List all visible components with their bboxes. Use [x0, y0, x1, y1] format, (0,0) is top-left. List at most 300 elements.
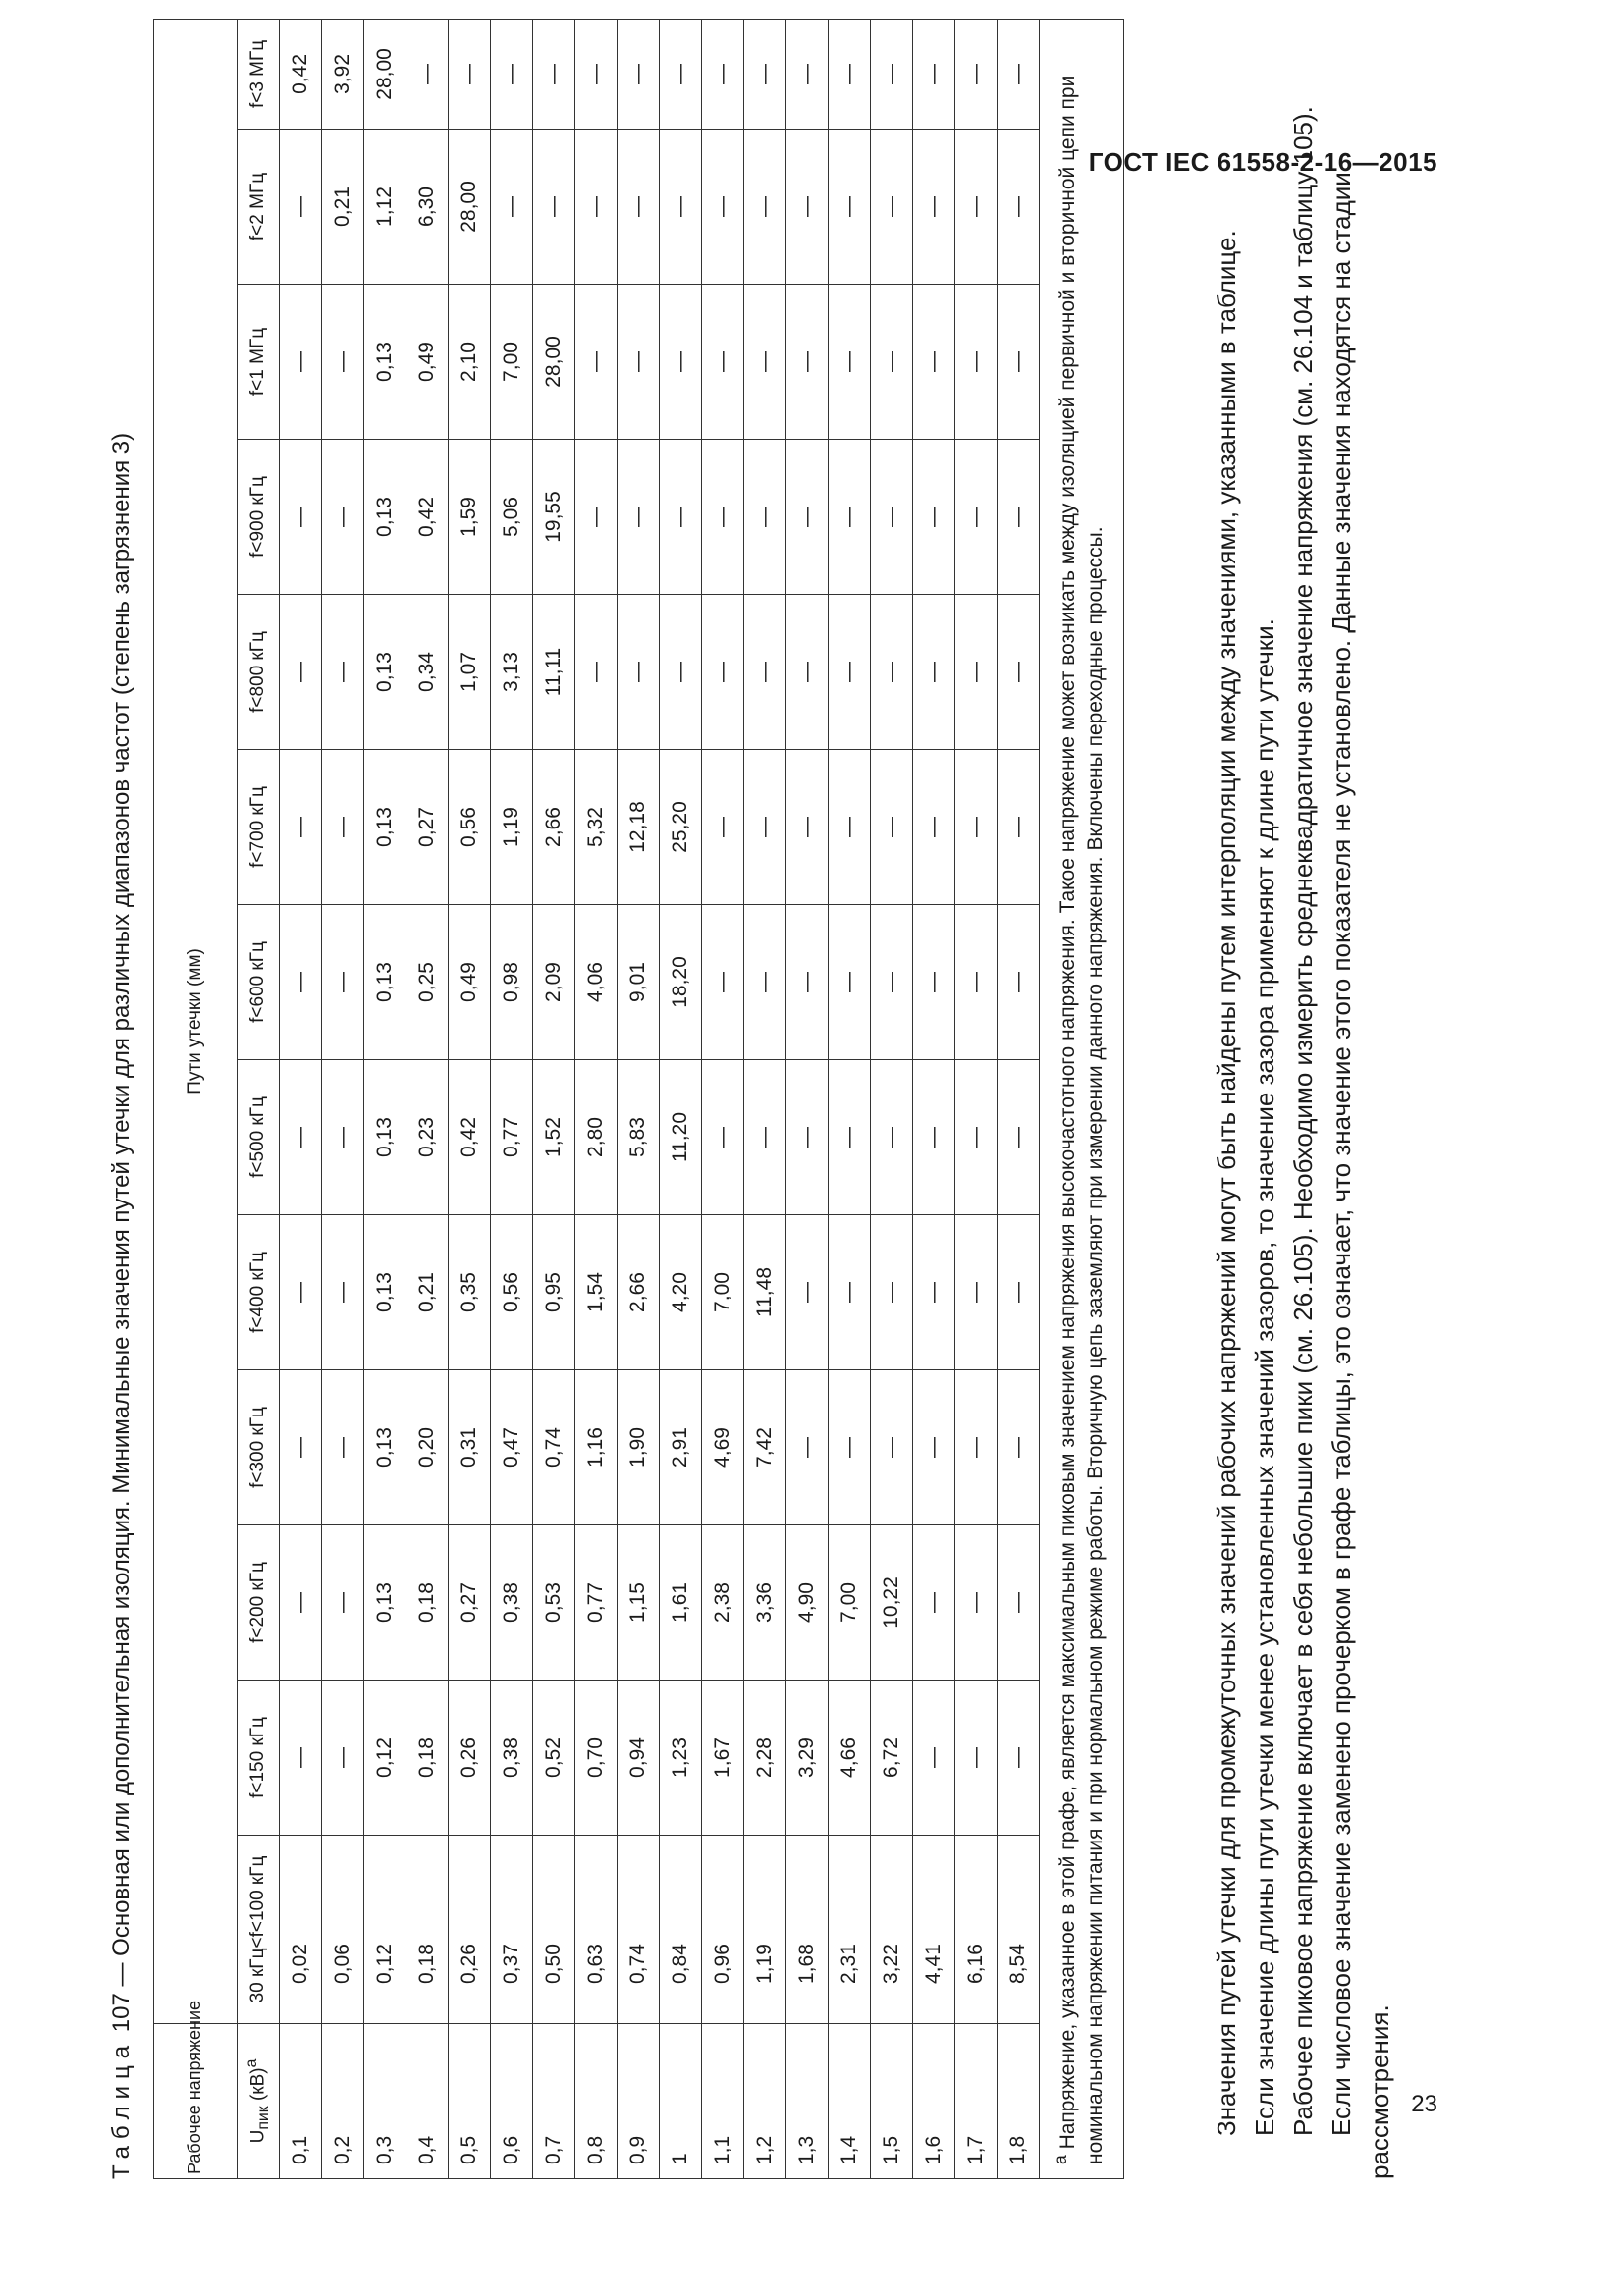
creepage-value-cell: 8,54 — [998, 1836, 1040, 2024]
header-freq: f<3 МГц — [238, 19, 280, 129]
creepage-value-cell: 5,06 — [491, 440, 533, 595]
creepage-value-cell: 0,38 — [491, 1681, 533, 1836]
creepage-value-cell: — — [786, 1060, 829, 1215]
creepage-value-cell: — — [280, 1525, 322, 1681]
creepage-value-cell: 1,67 — [702, 1681, 744, 1836]
creepage-value-cell: 0,13 — [364, 750, 406, 905]
creepage-value-cell: — — [702, 595, 744, 750]
creepage-value-cell: — — [913, 1370, 955, 1525]
header-working-voltage: Рабочее напряжение — [154, 2024, 238, 2179]
creepage-value-cell: 11,11 — [533, 595, 575, 750]
creepage-value-cell: — — [829, 1370, 871, 1525]
creepage-value-cell: — — [322, 1525, 364, 1681]
header-freq: f<200 кГц — [238, 1525, 280, 1681]
creepage-value-cell: 2,31 — [829, 1836, 871, 2024]
creepage-value-cell: — — [871, 905, 913, 1060]
creepage-value-cell: — — [955, 595, 998, 750]
creepage-value-cell: — — [786, 905, 829, 1060]
creepage-value-cell: — — [702, 19, 744, 129]
note-paragraph: Рабочее пиковое напряжение включает в себя небольшие пики (см. 26.105). Необходимо измерить среднеквадратичное значение напряжения (см. 26.104 и таблицу 105). — [1288, 106, 1318, 2136]
creepage-value-cell: 0,34 — [406, 595, 449, 750]
creepage-value-cell: — — [913, 440, 955, 595]
creepage-value-cell: 0,13 — [364, 1525, 406, 1681]
header-freq: f<500 кГц — [238, 1060, 280, 1215]
creepage-value-cell: — — [871, 1370, 913, 1525]
creepage-value-cell: — — [829, 905, 871, 1060]
creepage-value-cell: 3,13 — [491, 595, 533, 750]
creepage-value-cell: — — [913, 905, 955, 1060]
creepage-value-cell: — — [913, 1681, 955, 1836]
creepage-value-cell: — — [280, 440, 322, 595]
table-row — [322, 19, 364, 2178]
creepage-value-cell: 11,20 — [660, 1060, 702, 1215]
creepage-value-cell: — — [744, 19, 786, 129]
creepage-value-cell: — — [998, 130, 1040, 285]
table-header-row-1 — [154, 19, 238, 2178]
creepage-value-cell: 0,63 — [575, 1836, 618, 2024]
creepage-value-cell: 0,23 — [406, 1060, 449, 1215]
creepage-value-cell: — — [786, 285, 829, 440]
creepage-value-cell: 0,42 — [449, 1060, 491, 1215]
creepage-value-cell: — — [744, 440, 786, 595]
creepage-value-cell: 0,42 — [406, 440, 449, 595]
table-row — [913, 19, 955, 2178]
creepage-value-cell: — — [955, 285, 998, 440]
creepage-value-cell: 0,49 — [406, 285, 449, 440]
creepage-value-cell: 2,66 — [618, 1215, 660, 1370]
creepage-value-cell: — — [618, 285, 660, 440]
creepage-value-cell: — — [829, 1215, 871, 1370]
creepage-value-cell: — — [702, 905, 744, 1060]
creepage-value-cell: — — [491, 130, 533, 285]
creepage-value-cell: 0,38 — [491, 1525, 533, 1681]
creepage-value-cell: 0,42 — [280, 19, 322, 129]
creepage-value-cell: — — [618, 595, 660, 750]
creepage-value-cell: 6,30 — [406, 130, 449, 285]
creepage-value-cell: 0,20 — [406, 1370, 449, 1525]
creepage-value-cell: — — [322, 750, 364, 905]
creepage-value-cell: — — [829, 285, 871, 440]
note-paragraph: Если числовое значение заменено прочерком в графе таблицы, это означает, что значение этого показателя не установлено. Данные значения находятся на стадии рассмотрения. — [1326, 172, 1394, 2179]
creepage-value-cell: 0,12 — [364, 1681, 406, 1836]
creepage-value-cell: 0,77 — [575, 1525, 618, 1681]
creepage-value-cell: — — [786, 1370, 829, 1525]
creepage-value-cell: — — [660, 130, 702, 285]
note-paragraph: Если значение длины пути утечки менее установленных значений зазоров, то значение зазора применяют к длине пути утечки. — [1250, 618, 1279, 2136]
creepage-value-cell: — — [491, 19, 533, 129]
note-paragraph: Значения путей утечки для промежуточных значений рабочих напряжений могут быть найдены путем интерполяции между значениями, указанными в таблице. — [1212, 230, 1241, 2136]
working-voltage-cell: 1,2 — [744, 2024, 786, 2179]
working-voltage-cell: 1,4 — [829, 2024, 871, 2179]
creepage-value-cell: 2,66 — [533, 750, 575, 905]
creepage-value-cell: — — [955, 750, 998, 905]
creepage-value-cell: 0,35 — [449, 1215, 491, 1370]
creepage-value-cell: 0,13 — [364, 285, 406, 440]
creepage-value-cell: 0,53 — [533, 1525, 575, 1681]
creepage-value-cell: 0,84 — [660, 1836, 702, 2024]
creepage-value-cell: 0,21 — [322, 130, 364, 285]
creepage-value-cell: 1,16 — [575, 1370, 618, 1525]
creepage-value-cell: — — [998, 285, 1040, 440]
creepage-value-cell: — — [702, 285, 744, 440]
creepage-value-cell: 1,19 — [491, 750, 533, 905]
creepage-value-cell: — — [702, 1060, 744, 1215]
table-row — [744, 19, 786, 2178]
table-row — [364, 19, 406, 2178]
creepage-value-cell: 0,13 — [364, 595, 406, 750]
creepage-value-cell: 28,00 — [533, 285, 575, 440]
creepage-value-cell: — — [913, 595, 955, 750]
creepage-value-cell: 1,68 — [786, 1836, 829, 2024]
creepage-value-cell: — — [913, 1525, 955, 1681]
upk-sup: a — [243, 2058, 260, 2068]
creepage-value-cell: — — [829, 19, 871, 129]
creepage-value-cell: 0,94 — [618, 1681, 660, 1836]
creepage-value-cell: 0,26 — [449, 1836, 491, 2024]
creepage-value-cell: — — [998, 595, 1040, 750]
table-row — [871, 19, 913, 2178]
creepage-value-cell: — — [871, 1215, 913, 1370]
notes — [1208, 20, 1399, 2179]
creepage-value-cell: 5,32 — [575, 750, 618, 905]
creepage-value-cell: — — [913, 1060, 955, 1215]
table-row — [406, 19, 449, 2178]
creepage-value-cell: 7,00 — [702, 1215, 744, 1370]
creepage-value-cell: — — [618, 19, 660, 129]
creepage-value-cell: — — [322, 595, 364, 750]
creepage-value-cell: 0,06 — [322, 1836, 364, 2024]
creepage-value-cell: 0,27 — [406, 750, 449, 905]
table-row — [491, 19, 533, 2178]
creepage-value-cell: 1,15 — [618, 1525, 660, 1681]
creepage-value-cell: 9,01 — [618, 905, 660, 1060]
creepage-value-cell: — — [322, 1215, 364, 1370]
creepage-value-cell: — — [829, 750, 871, 905]
creepage-value-cell: — — [786, 1215, 829, 1370]
creepage-value-cell: 2,91 — [660, 1370, 702, 1525]
table-row — [280, 19, 322, 2178]
creepage-value-cell: — — [955, 440, 998, 595]
creepage-value-cell: — — [575, 130, 618, 285]
creepage-value-cell: — — [955, 130, 998, 285]
creepage-value-cell: 1,12 — [364, 130, 406, 285]
creepage-value-cell: — — [871, 750, 913, 905]
footnote-mark: а — [1051, 2155, 1070, 2164]
creepage-value-cell: 4,06 — [575, 905, 618, 1060]
creepage-value-cell: — — [829, 440, 871, 595]
creepage-value-cell: — — [871, 19, 913, 129]
creepage-value-cell: 0,31 — [449, 1370, 491, 1525]
table-row — [533, 19, 575, 2178]
upk-sub: пик — [255, 2106, 273, 2130]
upk-unit: (кВ) — [247, 2067, 269, 2107]
creepage-value-cell: 0,47 — [491, 1370, 533, 1525]
creepage-value-cell: 1,23 — [660, 1681, 702, 1836]
table-row — [702, 19, 744, 2178]
table-row — [660, 19, 702, 2178]
footnote-text: Напряжение, указанное в этой графе, является максимальным пиковым значением напряжения высокочастотного напряжения. Такое напряжение может возникать между изоляцией первичной и вторичной цепи при номинальном напряжении питания и при нормальном режиме работы. Вторичную цепь заземляют при измерении данного напряжения. Включены переходные процессы. — [1056, 75, 1107, 2164]
creepage-value-cell: 1,90 — [618, 1370, 660, 1525]
creepage-value-cell: 5,83 — [618, 1060, 660, 1215]
creepage-value-cell: 4,41 — [913, 1836, 955, 2024]
creepage-value-cell: 0,13 — [364, 905, 406, 1060]
creepage-value-cell: 0,18 — [406, 1836, 449, 2024]
creepage-value-cell: 3,29 — [786, 1681, 829, 1836]
creepage-value-cell: — — [955, 1370, 998, 1525]
creepage-value-cell: — — [575, 595, 618, 750]
creepage-value-cell: 0,56 — [491, 1215, 533, 1370]
creepage-value-cell: 1,07 — [449, 595, 491, 750]
creepage-value-cell: — — [998, 1681, 1040, 1836]
creepage-value-cell: 0,56 — [449, 750, 491, 905]
creepage-value-cell: — — [955, 1215, 998, 1370]
creepage-value-cell: — — [660, 19, 702, 129]
creepage-value-cell: — — [829, 130, 871, 285]
working-voltage-cell: 0,7 — [533, 2024, 575, 2179]
creepage-value-cell: 4,20 — [660, 1215, 702, 1370]
working-voltage-cell: 0,5 — [449, 2024, 491, 2179]
table-caption — [108, 20, 135, 2179]
creepage-value-cell: — — [913, 1215, 955, 1370]
creepage-value-cell: 7,00 — [829, 1525, 871, 1681]
creepage-value-cell: — — [786, 750, 829, 905]
header-freq: f<300 кГц — [238, 1370, 280, 1525]
creepage-value-cell: 28,00 — [449, 130, 491, 285]
working-voltage-cell: 1,1 — [702, 2024, 744, 2179]
creepage-value-cell: — — [786, 19, 829, 129]
creepage-value-cell: — — [702, 750, 744, 905]
table-footnote — [1040, 19, 1124, 2178]
creepage-value-cell: — — [660, 285, 702, 440]
table-row — [955, 19, 998, 2178]
table-row — [998, 19, 1040, 2178]
creepage-value-cell: 1,54 — [575, 1215, 618, 1370]
creepage-value-cell: 0,21 — [406, 1215, 449, 1370]
creepage-value-cell: — — [871, 440, 913, 595]
creepage-value-cell: — — [998, 1525, 1040, 1681]
creepage-value-cell: 10,22 — [871, 1525, 913, 1681]
creepage-value-cell: — — [280, 1215, 322, 1370]
creepage-value-cell: 2,28 — [744, 1681, 786, 1836]
creepage-value-cell: — — [575, 285, 618, 440]
creepage-value-cell: 0,13 — [364, 1060, 406, 1215]
creepage-value-cell: — — [280, 750, 322, 905]
creepage-value-cell: 4,66 — [829, 1681, 871, 1836]
working-voltage-cell: 1,7 — [955, 2024, 998, 2179]
creepage-value-cell: 0,52 — [533, 1681, 575, 1836]
table-row — [618, 19, 660, 2178]
creepage-value-cell: — — [998, 1370, 1040, 1525]
header-freq: f<600 кГц — [238, 905, 280, 1060]
table-header-row-2 — [238, 19, 280, 2178]
creepage-value-cell: 0,18 — [406, 1525, 449, 1681]
header-freq: f<1 МГц — [238, 285, 280, 440]
working-voltage-cell: 0,9 — [618, 2024, 660, 2179]
table-caption-prefix: Таблица — [108, 2038, 135, 2179]
creepage-value-cell: — — [533, 19, 575, 129]
table-row — [575, 19, 618, 2178]
standard-number: ГОСТ IEC 61558-2-16—2015 — [1088, 147, 1437, 177]
creepage-value-cell: — — [744, 285, 786, 440]
creepage-value-cell: — — [744, 750, 786, 905]
creepage-value-cell: 7,00 — [491, 285, 533, 440]
creepage-value-cell: 2,09 — [533, 905, 575, 1060]
creepage-value-cell: — — [322, 1681, 364, 1836]
creepage-value-cell: 0,25 — [406, 905, 449, 1060]
creepage-value-cell: 0,37 — [491, 1836, 533, 2024]
creepage-value-cell: 2,80 — [575, 1060, 618, 1215]
creepage-value-cell: — — [744, 905, 786, 1060]
creepage-value-cell: — — [955, 905, 998, 1060]
creepage-value-cell: 0,27 — [449, 1525, 491, 1681]
creepage-value-cell: — — [998, 440, 1040, 595]
working-voltage-cell: 0,1 — [280, 2024, 322, 2179]
creepage-value-cell: 2,10 — [449, 285, 491, 440]
working-voltage-cell: 1,8 — [998, 2024, 1040, 2179]
creepage-value-cell: — — [913, 285, 955, 440]
creepage-value-cell: — — [449, 19, 491, 129]
creepage-value-cell: — — [913, 19, 955, 129]
header-freq: f<2 МГц — [238, 130, 280, 285]
creepage-value-cell: 3,22 — [871, 1836, 913, 2024]
working-voltage-cell: 1,3 — [786, 2024, 829, 2179]
creepage-value-cell: 0,95 — [533, 1215, 575, 1370]
table-row — [829, 19, 871, 2178]
working-voltage-cell: 0,2 — [322, 2024, 364, 2179]
creepage-value-cell: 0,98 — [491, 905, 533, 1060]
creepage-value-cell: 19,55 — [533, 440, 575, 595]
creepage-value-cell: — — [280, 285, 322, 440]
creepage-value-cell: — — [871, 285, 913, 440]
header-creepage: Пути утечки (мм) — [154, 19, 238, 2023]
creepage-value-cell: 1,52 — [533, 1060, 575, 1215]
header-upk — [238, 2024, 280, 2179]
creepage-value-cell: 0,49 — [449, 905, 491, 1060]
working-voltage-cell: 0,4 — [406, 2024, 449, 2179]
creepage-value-cell: 4,90 — [786, 1525, 829, 1681]
creepage-value-cell: — — [322, 1370, 364, 1525]
creepage-value-cell: 6,72 — [871, 1681, 913, 1836]
creepage-value-cell: — — [702, 130, 744, 285]
creepage-value-cell: 1,61 — [660, 1525, 702, 1681]
creepage-value-cell: 0,02 — [280, 1836, 322, 2024]
upk-letter: U — [247, 2129, 269, 2144]
creepage-value-cell: — — [575, 19, 618, 129]
creepage-value-cell: — — [786, 595, 829, 750]
creepage-value-cell: — — [744, 1060, 786, 1215]
creepage-value-cell: — — [280, 1060, 322, 1215]
creepage-value-cell: — — [280, 1370, 322, 1525]
table-row — [786, 19, 829, 2178]
creepage-table — [153, 19, 1124, 2179]
creepage-value-cell: — — [998, 1215, 1040, 1370]
creepage-value-cell: 7,42 — [744, 1370, 786, 1525]
creepage-value-cell: — — [871, 595, 913, 750]
creepage-value-cell: — — [322, 1060, 364, 1215]
creepage-value-cell: 0,74 — [618, 1836, 660, 2024]
creepage-value-cell: — — [280, 1681, 322, 1836]
creepage-value-cell: — — [322, 440, 364, 595]
creepage-value-cell: — — [786, 440, 829, 595]
creepage-value-cell: 0,96 — [702, 1836, 744, 2024]
creepage-value-cell: — — [406, 19, 449, 129]
creepage-value-cell: — — [998, 905, 1040, 1060]
working-voltage-cell: 0,6 — [491, 2024, 533, 2179]
creepage-value-cell: — — [871, 1060, 913, 1215]
rotated-page-content — [108, 20, 1394, 2179]
creepage-value-cell: 11,48 — [744, 1215, 786, 1370]
creepage-value-cell: — — [786, 130, 829, 285]
creepage-value-cell: 1,19 — [744, 1836, 786, 2024]
creepage-value-cell: 0,12 — [364, 1836, 406, 2024]
working-voltage-cell: 0,8 — [575, 2024, 618, 2179]
creepage-value-cell: 12,18 — [618, 750, 660, 905]
header-freq: f<900 кГц — [238, 440, 280, 595]
header-freq: f<150 кГц — [238, 1681, 280, 1836]
table-caption-text: 107 — Основная или дополнительная изоляция. Минимальные значения путей утечки для различных диапазонов частот (степень загрязнения 3) — [108, 432, 135, 2039]
creepage-value-cell: — — [322, 905, 364, 1060]
creepage-value-cell: 0,70 — [575, 1681, 618, 1836]
creepage-value-cell: — — [913, 750, 955, 905]
creepage-value-cell: 0,26 — [449, 1681, 491, 1836]
creepage-value-cell: — — [533, 130, 575, 285]
creepage-value-cell: 6,16 — [955, 1836, 998, 2024]
creepage-value-cell: — — [322, 285, 364, 440]
creepage-value-cell: 0,18 — [406, 1681, 449, 1836]
creepage-value-cell: 28,00 — [364, 19, 406, 129]
creepage-value-cell: 18,20 — [660, 905, 702, 1060]
creepage-value-cell: — — [575, 440, 618, 595]
creepage-value-cell: — — [955, 19, 998, 129]
creepage-value-cell: — — [829, 595, 871, 750]
creepage-value-cell: 0,77 — [491, 1060, 533, 1215]
creepage-value-cell: — — [955, 1525, 998, 1681]
creepage-value-cell: 0,13 — [364, 440, 406, 595]
creepage-value-cell: 25,20 — [660, 750, 702, 905]
working-voltage-cell: 1 — [660, 2024, 702, 2179]
creepage-value-cell: — — [280, 130, 322, 285]
creepage-value-cell: — — [660, 595, 702, 750]
creepage-value-cell: 0,50 — [533, 1836, 575, 2024]
creepage-value-cell: — — [998, 19, 1040, 129]
creepage-value-cell: 3,92 — [322, 19, 364, 129]
working-voltage-cell: 1,6 — [913, 2024, 955, 2179]
header-freq: 30 кГц<f<100 кГц — [238, 1836, 280, 2024]
header-freq: f<700 кГц — [238, 750, 280, 905]
working-voltage-cell: 0,3 — [364, 2024, 406, 2179]
creepage-value-cell: — — [280, 595, 322, 750]
table-body — [280, 19, 1040, 2178]
working-voltage-cell: 1,5 — [871, 2024, 913, 2179]
creepage-value-cell: 0,74 — [533, 1370, 575, 1525]
header-freq: f<400 кГц — [238, 1215, 280, 1370]
creepage-value-cell: — — [955, 1681, 998, 1836]
creepage-value-cell: — — [744, 595, 786, 750]
creepage-value-cell: — — [702, 440, 744, 595]
creepage-value-cell: — — [955, 1060, 998, 1215]
creepage-value-cell: 4,69 — [702, 1370, 744, 1525]
creepage-value-cell: — — [998, 750, 1040, 905]
creepage-value-cell: — — [744, 130, 786, 285]
creepage-value-cell: — — [280, 905, 322, 1060]
creepage-value-cell: 1,59 — [449, 440, 491, 595]
table-footnote-row — [1040, 19, 1124, 2178]
creepage-value-cell: 2,38 — [702, 1525, 744, 1681]
creepage-value-cell: 0,13 — [364, 1370, 406, 1525]
creepage-value-cell: — — [829, 1060, 871, 1215]
table-row — [449, 19, 491, 2178]
creepage-value-cell: 0,13 — [364, 1215, 406, 1370]
